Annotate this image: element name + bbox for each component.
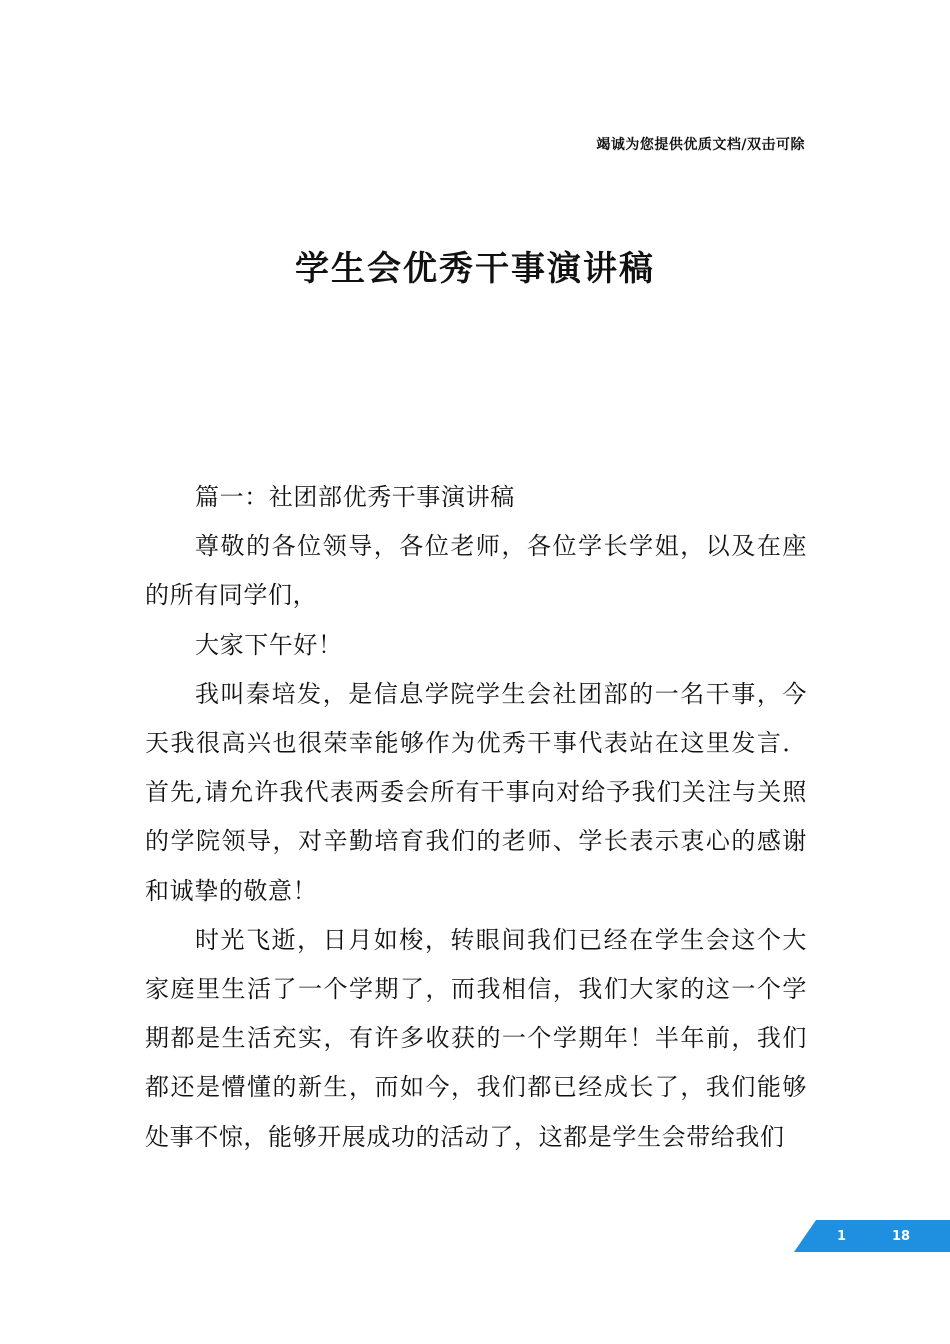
paragraph: 大家下午好！ [195,630,343,659]
page-number-badge [794,1220,950,1252]
paragraph: 时光飞逝，日月如梭，转眼间我们已经在学生会这个大家庭里生活了一个学期了，而我相信，我们大家的这一个学期都是生活充实，有许多收获的一个学期年！半年前，我们都还是懵懂的新生，而如今，我们都已经成长了，我们能够处事不惊，能够开展成功的活动了，这都是学生会带给我们 [145,925,807,1151]
document-body [145,473,807,1162]
current-page-number: 1 [837,1229,847,1244]
total-pages-number: 18 [892,1229,911,1244]
header-note: 竭诚为您提供优质文档/双击可除 [596,137,805,153]
section-heading: 篇一：社团部优秀干事演讲稿 [195,483,515,511]
paragraph: 我叫秦培发，是信息学院学生会社团部的一名干事，今天我很高兴也很荣幸能够作为优秀干事代表站在这里发言．首先,请允许我代表两委会所有干事向对给予我们关注与关照的学院领导，对辛勤培育我们的老师、学长表示衷心的感谢和诚挚的敬意！ [145,679,807,905]
document-title: 学生会优秀干事演讲稿 [295,249,655,289]
paragraph: 尊敬的各位领导，各位老师，各位学长学姐，以及在座的所有同学们， [145,532,807,610]
